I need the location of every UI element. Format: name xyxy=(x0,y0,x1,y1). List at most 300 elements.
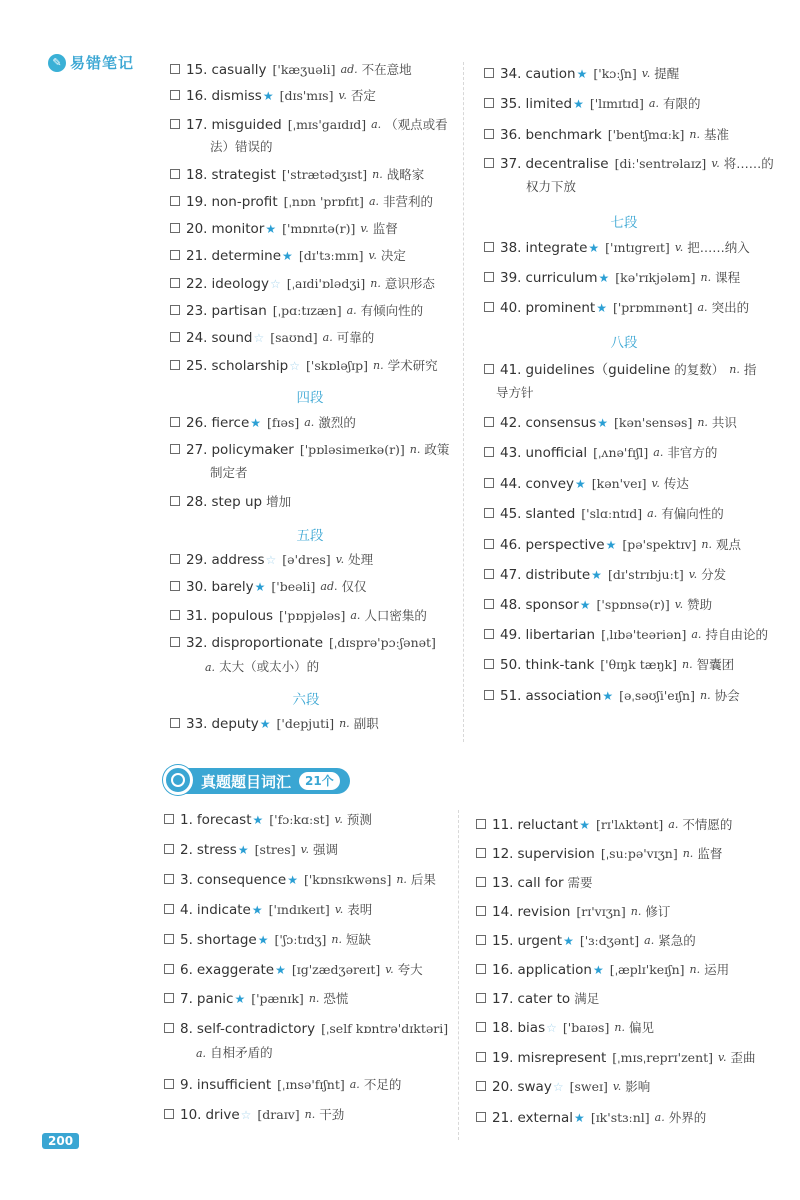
entry-definition: 激烈的 xyxy=(318,415,356,430)
vocab-entry xyxy=(170,299,423,323)
checkbox[interactable] xyxy=(484,158,494,168)
entry-part-of-speech: n. xyxy=(689,963,701,976)
entry-definition: 不在意地 xyxy=(361,62,412,77)
checkbox[interactable] xyxy=(484,447,494,457)
vocab-entry xyxy=(170,163,424,187)
vocab-banner xyxy=(163,766,350,796)
vocab-entry xyxy=(170,438,449,462)
checkbox[interactable] xyxy=(476,935,486,945)
entry-definition: 监督 xyxy=(372,221,398,236)
entry-part-of-speech: v. xyxy=(338,89,347,102)
entry-word: prominent xyxy=(525,300,596,316)
checkbox[interactable] xyxy=(170,718,180,728)
entry-phonetic: ['lɪmɪtɪd] xyxy=(589,96,644,111)
entry-phonetic: [ˌʌnə'fɪʃl] xyxy=(593,445,649,460)
checkbox[interactable] xyxy=(476,1022,486,1032)
checkbox[interactable] xyxy=(476,1081,486,1091)
checkbox[interactable] xyxy=(484,478,494,488)
vocab-entry xyxy=(164,987,348,1011)
banner-count: 21个 xyxy=(299,772,340,790)
entry-number: 35. xyxy=(500,96,522,112)
entry-word: consensus xyxy=(525,415,597,431)
entry-number: 24. xyxy=(186,330,208,346)
entry-phonetic: [ɪg'zædʒəreɪt] xyxy=(291,962,381,977)
checkbox[interactable] xyxy=(170,360,180,370)
entry-word: consequence xyxy=(196,872,287,888)
entry-definition: 提醒 xyxy=(654,66,680,81)
entry-word: disproportionate xyxy=(211,635,324,651)
star-icon: ★ xyxy=(579,818,590,832)
entry-part-of-speech: a. xyxy=(653,446,664,459)
entry-word: dismiss xyxy=(211,88,262,104)
star-icon: ★ xyxy=(262,89,274,103)
checkbox[interactable] xyxy=(484,629,494,639)
checkbox[interactable] xyxy=(164,993,174,1003)
checkbox[interactable] xyxy=(484,98,494,108)
checkbox[interactable] xyxy=(476,819,486,829)
magnifier-icon xyxy=(163,765,193,795)
entry-definition: 否定 xyxy=(350,88,376,103)
checkbox[interactable] xyxy=(170,637,180,647)
entry-part-of-speech: n. xyxy=(373,359,384,372)
entry-word: stress xyxy=(196,842,237,858)
entry-definition: 将……的 xyxy=(723,156,774,171)
checkbox[interactable] xyxy=(170,610,180,620)
vocab-entry xyxy=(170,354,438,378)
entry-phonetic: ['pɒləsimeɪkə(r)] xyxy=(299,442,405,457)
entry-definition: 运用 xyxy=(704,962,730,977)
checkbox[interactable] xyxy=(484,599,494,609)
entry-phonetic: [ˌsuːpə'vɪʒn] xyxy=(600,846,678,861)
entry-definition: 有偏向性的 xyxy=(661,506,724,521)
entry-part-of-speech: n. xyxy=(409,443,421,456)
entry-word: step up xyxy=(211,494,263,510)
entry-part-of-speech: a. xyxy=(349,1078,360,1091)
entry-definition: 协会 xyxy=(714,688,740,703)
vocab-entry xyxy=(170,411,356,435)
entry-word: ideology xyxy=(211,276,269,292)
entry-definition: 满足 xyxy=(574,991,600,1006)
star-icon: ☆ xyxy=(552,1080,564,1094)
entry-phonetic: [ˌpɑːtɪzæn] xyxy=(272,303,342,318)
entry-number: 33. xyxy=(186,716,208,732)
checkbox[interactable] xyxy=(484,242,494,252)
entry-number: 16. xyxy=(492,962,514,978)
entry-word: drive xyxy=(205,1107,240,1123)
entry-definition-continued xyxy=(210,136,273,158)
entry-number: 21. xyxy=(492,1110,514,1126)
entry-definition: 夸大 xyxy=(397,962,423,977)
entry-part-of-speech: v. xyxy=(334,903,344,916)
entry-number: 32. xyxy=(186,635,208,651)
entry-phonetic: [əˌsəʊʃi'eɪʃn] xyxy=(619,688,695,703)
entry-number: 18. xyxy=(186,167,208,183)
entry-part-of-speech: a. xyxy=(371,118,382,131)
checkbox[interactable] xyxy=(170,223,180,233)
entry-phonetic: ['ɪntɪgreɪt] xyxy=(605,240,670,255)
entry-phonetic: [ˌɪnsə'fɪʃnt] xyxy=(277,1077,345,1092)
entry-definition: 监督 xyxy=(697,846,723,861)
checkbox[interactable] xyxy=(170,278,180,288)
checkbox[interactable] xyxy=(484,302,494,312)
entry-definition: 外界的 xyxy=(668,1110,707,1125)
vocab-entry xyxy=(170,113,448,137)
entry-definition: 法）错误的 xyxy=(210,139,273,154)
star-icon: ★ xyxy=(234,992,246,1006)
entry-definition-continued xyxy=(210,462,248,484)
entry-word: convey xyxy=(525,476,575,492)
entry-definition: 恐慌 xyxy=(323,991,349,1006)
entry-phonetic: [ə'dres] xyxy=(282,552,331,567)
checkbox[interactable] xyxy=(164,904,174,914)
checkbox[interactable] xyxy=(484,569,494,579)
vocab-entry xyxy=(484,358,756,382)
vocab-entry xyxy=(170,326,374,350)
entry-definition: 自相矛盾的 xyxy=(210,1045,273,1060)
entry-word: think-tank xyxy=(525,657,595,673)
entry-part-of-speech: n. xyxy=(701,538,713,551)
vocab-entry xyxy=(484,266,740,290)
entry-word: decentralise xyxy=(525,156,609,172)
section-heading: 八段 xyxy=(610,335,638,351)
checkbox[interactable] xyxy=(484,508,494,518)
checkbox[interactable] xyxy=(170,332,180,342)
entry-definition: 紧急的 xyxy=(658,933,696,948)
entry-word: limited xyxy=(525,96,573,112)
entry-number: 7. xyxy=(180,991,193,1007)
checkbox[interactable] xyxy=(484,417,494,427)
checkbox[interactable] xyxy=(164,934,174,944)
entry-definition: 太大（或太小）的 xyxy=(219,659,320,674)
entry-phonetic: [kə'rɪkjələm] xyxy=(615,270,696,285)
vocab-entry xyxy=(170,712,379,736)
entry-phonetic: ['strætədʒɪst] xyxy=(281,167,368,182)
entry-definition: 制定者 xyxy=(210,465,248,480)
entry-number: 31. xyxy=(186,608,208,624)
entry-definition: 突出的 xyxy=(711,300,750,315)
star-icon: ★ xyxy=(575,477,586,491)
entry-part-of-speech: v. xyxy=(718,1051,727,1064)
entry-phonetic: ['pænɪk] xyxy=(251,991,304,1006)
checkbox[interactable] xyxy=(484,539,494,549)
entry-number: 39. xyxy=(500,270,522,286)
checkbox[interactable] xyxy=(484,690,494,700)
vocab-entry xyxy=(476,813,732,837)
checkbox[interactable] xyxy=(484,68,494,78)
entry-word: reluctant xyxy=(517,817,579,833)
entry-definition: 不情愿的 xyxy=(682,817,733,832)
entry-word: address xyxy=(211,552,265,568)
vocab-entry xyxy=(484,62,679,86)
star-icon: ☆ xyxy=(265,553,277,567)
vocab-entry xyxy=(484,684,740,708)
entry-phonetic: [ˌself kɒntrə'dɪktəri] xyxy=(321,1021,449,1036)
entry-part-of-speech: n. xyxy=(372,168,383,181)
banner-bar xyxy=(163,768,350,794)
vocab-entry xyxy=(476,1106,706,1130)
star-icon: ★ xyxy=(588,241,600,255)
checkbox[interactable] xyxy=(170,581,180,591)
star-icon: ☆ xyxy=(546,1021,557,1035)
entry-part-of-speech: v. xyxy=(360,222,369,235)
entry-part-of-speech: v. xyxy=(688,568,698,581)
entry-definition: 意识形态 xyxy=(384,276,435,291)
entry-phonetic: [draɪv] xyxy=(257,1107,300,1122)
checkbox[interactable] xyxy=(476,1052,486,1062)
entry-part-of-speech: n. xyxy=(729,363,740,376)
entry-word: unofficial xyxy=(525,445,588,461)
vocab-entry xyxy=(170,244,406,268)
banner-title: 真题题目词汇 xyxy=(201,772,292,791)
entry-definition: 仅仅 xyxy=(341,579,367,594)
entry-phonetic: ['kɔːʃn] xyxy=(593,66,637,81)
entry-number: 8. xyxy=(180,1021,193,1037)
entry-phonetic: [ɪk'stɜːnl] xyxy=(590,1110,650,1125)
entry-phonetic: [rɪ'vɪʒn] xyxy=(576,904,626,919)
entry-phonetic: [ˌæplɪ'keɪʃn] xyxy=(609,962,685,977)
checkbox[interactable] xyxy=(476,877,486,887)
entry-word: benchmark xyxy=(525,127,602,143)
vocab-entry xyxy=(170,190,433,214)
entry-definition-continued xyxy=(196,1042,273,1065)
star-icon: ★ xyxy=(254,580,266,594)
entry-definition: （观点或看 xyxy=(385,117,448,132)
entry-word: supervision xyxy=(517,846,595,862)
entry-part-of-speech: a. xyxy=(346,304,357,317)
entry-definition: 处理 xyxy=(348,552,374,567)
entry-number: 14. xyxy=(492,904,514,920)
entry-word: curriculum xyxy=(525,270,598,286)
entry-phonetic: [fɪəs] xyxy=(267,415,300,430)
checkbox[interactable] xyxy=(164,874,174,884)
entry-word: misguided xyxy=(211,117,282,133)
entry-definition: 共识 xyxy=(711,415,737,430)
vocab-entry xyxy=(484,502,724,526)
entry-word: exaggerate xyxy=(196,962,275,978)
entry-number: 22. xyxy=(186,276,208,292)
entry-word: indicate xyxy=(196,902,251,918)
vocab-entry xyxy=(484,296,749,320)
checkbox[interactable] xyxy=(170,90,180,100)
star-icon: ★ xyxy=(592,963,604,977)
entry-word: strategist xyxy=(211,167,276,183)
checkbox[interactable] xyxy=(164,844,174,854)
entry-number: 5. xyxy=(180,932,193,948)
checkbox[interactable] xyxy=(164,1023,174,1033)
checkbox[interactable] xyxy=(476,993,486,1003)
entry-phonetic: [ˌmɪs'gaɪdɪd] xyxy=(287,117,367,132)
checkbox[interactable] xyxy=(170,496,180,506)
checkbox[interactable] xyxy=(476,906,486,916)
entry-word: caution xyxy=(525,66,576,82)
entry-word: populous xyxy=(211,608,274,624)
entry-word: urgent xyxy=(517,933,563,949)
vocab-entry xyxy=(170,84,376,108)
star-icon: ★ xyxy=(598,271,610,285)
checkbox[interactable] xyxy=(170,250,180,260)
entry-word: partisan xyxy=(211,303,267,319)
entry-word: slanted xyxy=(525,506,576,522)
entry-part-of-speech: a. xyxy=(644,934,655,947)
entry-definition: 后果 xyxy=(410,872,436,887)
vocab-entry xyxy=(484,236,750,260)
vocab-entry xyxy=(476,1046,755,1070)
entry-phonetic: ['beəli] xyxy=(271,579,316,594)
checkbox[interactable] xyxy=(484,272,494,282)
entry-phonetic: ['fɔːkɑːst] xyxy=(269,812,330,827)
checkbox[interactable] xyxy=(170,305,180,315)
star-icon: ☆ xyxy=(289,359,301,373)
checkbox[interactable] xyxy=(484,364,494,374)
entry-definition: 可靠的 xyxy=(336,330,375,345)
entry-number: 50. xyxy=(500,657,522,673)
entry-phonetic: [kən'sensəs] xyxy=(614,415,693,430)
entry-part-of-speech: n. xyxy=(339,717,350,730)
entry-number: 42. xyxy=(500,415,522,431)
sidebar-logo xyxy=(48,52,134,73)
entry-number: 25. xyxy=(186,358,208,374)
checkbox[interactable] xyxy=(170,417,180,427)
entry-phonetic: [ˌaɪdi'ɒlədʒi] xyxy=(286,276,366,291)
star-icon: ☆ xyxy=(269,277,281,291)
vocab-entry xyxy=(484,593,712,617)
entry-definition: 短缺 xyxy=(345,932,371,947)
entry-phonetic: ['pɒpjələs] xyxy=(279,608,346,623)
entry-number: 43. xyxy=(500,445,522,461)
entry-word: integrate xyxy=(525,240,588,256)
entry-phonetic: [kən'veɪ] xyxy=(591,476,647,491)
entry-part-of-speech: a. xyxy=(648,97,659,110)
entry-part-of-speech: a. xyxy=(196,1047,207,1060)
vocab-entry xyxy=(164,928,371,952)
entry-word: sponsor xyxy=(525,597,579,613)
entry-part-of-speech: n. xyxy=(682,847,694,860)
entry-definition: 权力下放 xyxy=(526,179,577,194)
star-icon: ★ xyxy=(250,416,262,430)
entry-word: deputy xyxy=(211,716,259,732)
checkbox[interactable] xyxy=(476,848,486,858)
entry-part-of-speech: a. xyxy=(304,416,315,429)
checkbox[interactable] xyxy=(164,1109,174,1119)
entry-phonetic: ['prɒmɪnənt] xyxy=(612,300,693,315)
entry-definition: 干劲 xyxy=(319,1107,345,1122)
star-icon: ★ xyxy=(251,903,263,917)
checkbox[interactable] xyxy=(170,444,180,454)
entry-phonetic: [ˌnɒn 'prɒfɪt] xyxy=(283,194,364,209)
entry-word: libertarian xyxy=(525,627,596,643)
checkbox[interactable] xyxy=(484,659,494,669)
entry-part-of-speech: a. xyxy=(654,1111,665,1124)
vocab-entry xyxy=(164,1103,344,1127)
star-icon: ★ xyxy=(591,568,602,582)
checkbox[interactable] xyxy=(170,119,180,129)
entry-word: scholarship xyxy=(211,358,289,374)
entry-number: 20. xyxy=(186,221,208,237)
entry-definition: 学术研究 xyxy=(387,358,438,373)
entry-number: 3. xyxy=(180,872,193,888)
vocab-entry xyxy=(484,623,768,647)
entry-phonetic: [dɪ'tɜːmɪn] xyxy=(298,248,364,263)
checkbox[interactable] xyxy=(164,814,174,824)
entry-phonetic: [saʊnd] xyxy=(270,330,318,345)
entry-part-of-speech: v. xyxy=(674,241,684,254)
entry-definition: 决定 xyxy=(380,248,406,263)
section-heading: 五段 xyxy=(296,528,324,544)
vocab-entry xyxy=(164,958,423,982)
vocab-entry xyxy=(170,575,367,599)
section-heading: 七段 xyxy=(610,215,638,231)
entry-number: 12. xyxy=(492,846,514,862)
entry-part-of-speech: a. xyxy=(691,628,702,641)
entry-part-of-speech: n. xyxy=(308,992,320,1005)
entry-definition: 导方针 xyxy=(496,385,534,400)
entry-part-of-speech: v. xyxy=(651,477,660,490)
entry-number: 45. xyxy=(500,506,522,522)
entry-part-of-speech: a. xyxy=(647,507,658,520)
entry-number: 36. xyxy=(500,127,522,143)
entry-part-of-speech: a. xyxy=(368,195,380,208)
entry-number: 27. xyxy=(186,442,208,458)
checkbox[interactable] xyxy=(170,169,180,179)
entry-part-of-speech: v. xyxy=(711,157,720,170)
entry-part-of-speech: a. xyxy=(350,609,361,622)
entry-word: sway xyxy=(517,1079,552,1095)
vocab-entry xyxy=(476,1075,650,1099)
entry-definition: 指 xyxy=(743,362,757,377)
vocab-entry xyxy=(484,152,774,176)
entry-word: guidelines（guideline xyxy=(525,362,671,378)
checkbox[interactable] xyxy=(484,129,494,139)
pen-icon: ✎ xyxy=(48,54,66,72)
star-icon: ★ xyxy=(237,843,249,857)
entry-number: 49. xyxy=(500,627,522,643)
star-icon: ★ xyxy=(602,689,614,703)
entry-part-of-speech: n. xyxy=(614,1021,625,1034)
checkbox[interactable] xyxy=(164,964,174,974)
entry-number: 19. xyxy=(186,194,208,210)
entry-word: misrepresent xyxy=(517,1050,607,1066)
entry-phonetic: ['mɒnɪtə(r)] xyxy=(282,221,356,236)
checkbox[interactable] xyxy=(164,1079,174,1089)
page-number: 200 xyxy=(42,1133,79,1149)
vocab-entry xyxy=(164,868,436,892)
star-icon: ★ xyxy=(597,416,609,430)
vocab-entry xyxy=(484,411,737,435)
entry-part-of-speech: n. xyxy=(689,128,700,141)
section-heading: 六段 xyxy=(292,692,320,708)
entry-number: 2. xyxy=(180,842,193,858)
entry-definition: 强调 xyxy=(313,842,339,857)
entry-definition: 不足的 xyxy=(363,1077,402,1092)
checkbox[interactable] xyxy=(170,64,180,74)
entry-number: 16. xyxy=(186,88,208,104)
entry-number: 47. xyxy=(500,567,522,583)
entry-part-of-speech: n. xyxy=(304,1108,316,1121)
entry-number: 34. xyxy=(500,66,522,82)
vocab-entry xyxy=(484,472,689,496)
vocab-entry xyxy=(170,272,435,296)
entry-number: 9. xyxy=(180,1077,193,1093)
checkbox[interactable] xyxy=(170,196,180,206)
checkbox[interactable] xyxy=(476,964,486,974)
entry-part-of-speech: n. xyxy=(697,416,708,429)
vocab-entry xyxy=(170,548,373,572)
checkbox[interactable] xyxy=(170,554,180,564)
entry-part-of-speech: v. xyxy=(334,813,343,826)
entry-phonetic: ['slɑːntɪd] xyxy=(581,506,643,521)
checkbox[interactable] xyxy=(476,1112,486,1122)
entry-word: call for xyxy=(517,875,564,891)
